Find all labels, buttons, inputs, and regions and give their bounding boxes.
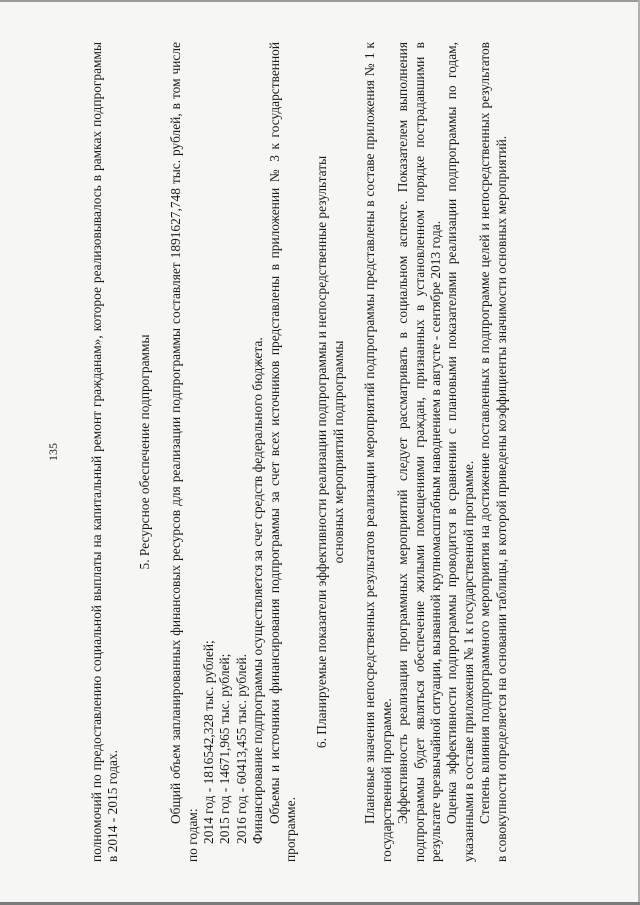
document-body — [89, 42, 510, 862]
year-2015-line: 2015 год - 14671,965 тыс. рублей; — [217, 653, 233, 844]
section-6-paragraph-4: Степень влияния подпрограммного мероприятия на достижение поставленных в подпрограмме целей и непосредственных результатов в совокупности определяется на основании таблицы, в которой приведены коэффициенты значимости основных мероприятий. — [477, 42, 509, 862]
section-6-heading-line2: основных мероприятий подпрограммы — [330, 340, 346, 564]
section-6-paragraph-3: Оценка эффективности подпрограммы проводится в сравнении с плановыми показателями реализации подпрограммы по годам, указанными в составе приложения № 1 к государственной программе. — [444, 42, 476, 862]
section-6-paragraph-2: Эффективность реализации программных мероприятий следует рассматривать в социальном аспекте. Показателем выполнения подпрограммы будет являться обеспечение жилыми помещениями граждан, признанных в установленном порядке пострадавшими в результате чрезвычайной ситуации, вызванной крупномасштабным наводнением в августе - сентябре 2013 года. — [395, 42, 443, 862]
financing-line: Финансирование подпрограммы осуществляется за счет средств федерального бюджета. — [250, 337, 266, 844]
continuation-paragraph: полномочий по предоставлению социальной выплаты на капитальный ремонт гражданам», которое реализовывалось в рамках подпрограммы в 2014 - 2015 годах. — [89, 42, 121, 862]
scan-edge-top — [0, 0, 640, 2]
volumes-paragraph: Объемы и источники финансирования подпрограммы за счет всех источников представлены в приложении № 3 к государственной программе. — [266, 42, 299, 862]
section-5-intro: Общий объем запланированных финансовых ресурсов для реализации подпрограммы составляет 1891627,748 тыс. рублей, в том числе по годам: — [168, 42, 200, 862]
section-6-heading-line1: 6. Планируемые показатели эффективности реализации подпрограммы и непосредственные результаты — [314, 155, 330, 749]
year-2014-line: 2014 год - 1816542,328 тыс. рублей; — [201, 640, 217, 844]
section-5-heading: 5. Ресурсное обеспечение подпрограммы — [136, 334, 152, 570]
rotated-document-page — [45, 42, 605, 862]
page-number: 135 — [46, 443, 60, 461]
section-6-paragraph-1: Плановые значения непосредственных результатов реализации мероприятий подпрограммы представлены в составе приложения № 1 к государственной программе. — [362, 42, 394, 862]
year-2016-line: 2016 год - 60413,455 тыс. рублей. — [233, 654, 249, 844]
